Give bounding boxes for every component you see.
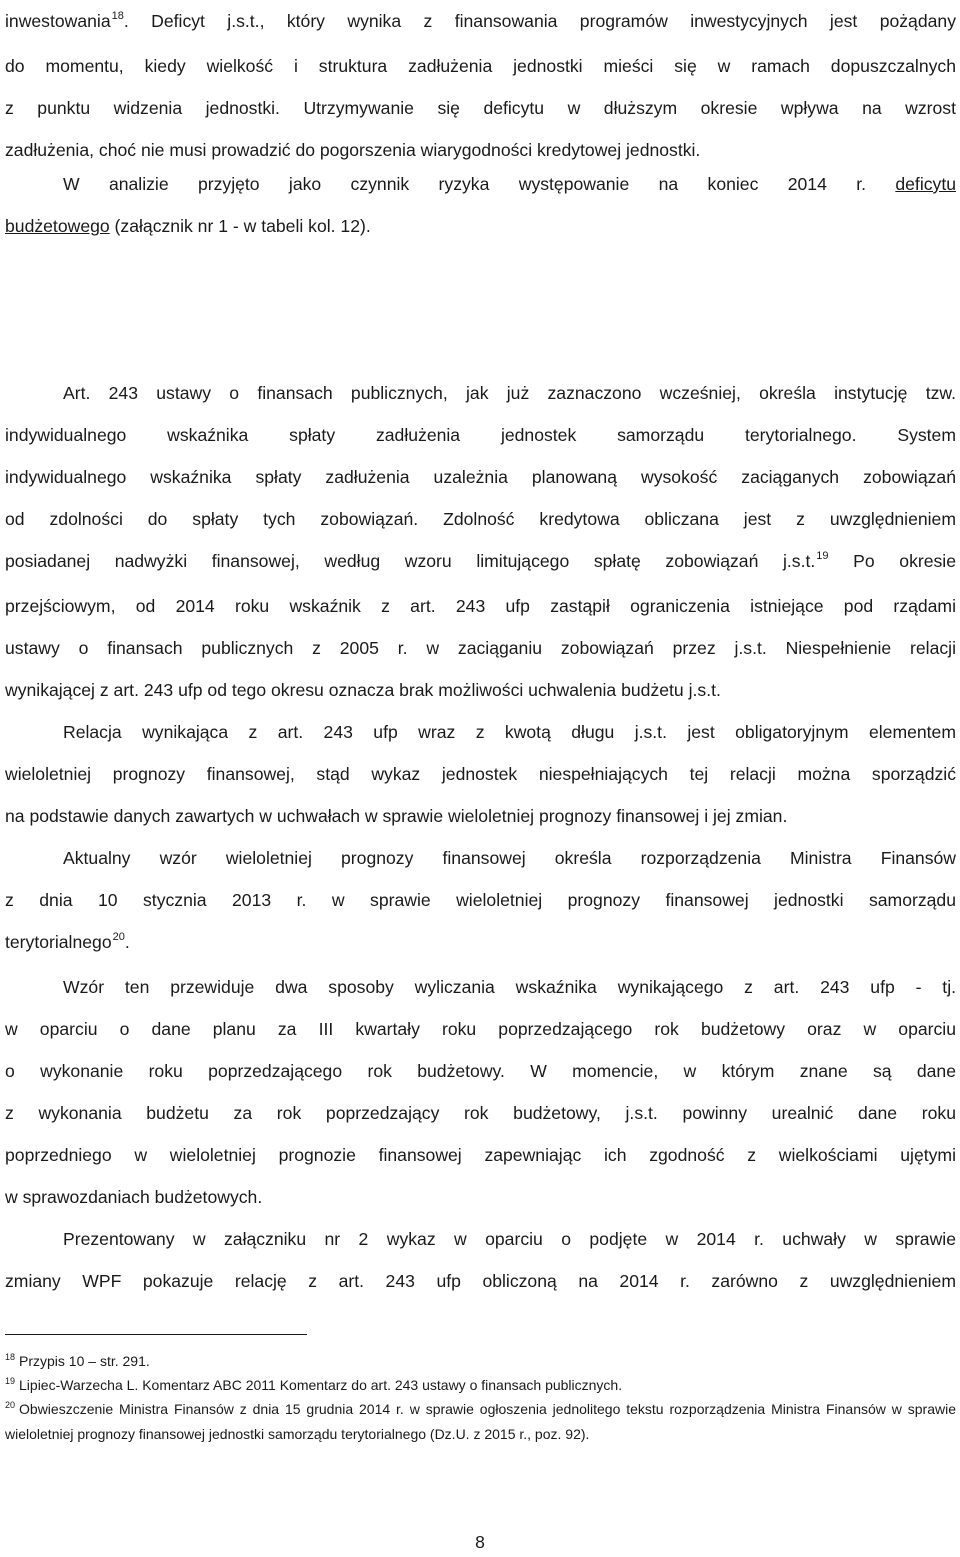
deficit-link[interactable]: deficytu: [895, 174, 956, 194]
footnote-19: $^{19}$ Lipiec-Warzecha L. Komentarz ABC 2011 Komentarz do art. 243 ustawy o finansach publicznych.: [5, 1376, 623, 1393]
footnote-20: $^{20}$ Obwieszczenie Ministra Finansów z dnia 15 grudnia 2014 r. w sprawie ogłoszenia jednolitego tekstu rozporządzenia Ministra Finansów w sprawie wieloletniej prognozy finansowej jednostki samorządu terytorialnego (Dz.U. z 2015 r., poz. 92).: [5, 1400, 956, 1442]
footnote-ref-20[interactable]: 20: [112, 931, 125, 943]
footnote-ref-19[interactable]: 19: [816, 550, 829, 562]
footnote-18: $^{18}$ Przypis 10 – str. 291.: [5, 1352, 150, 1369]
budget-link[interactable]: budżetowego: [5, 216, 110, 236]
page-number: 8: [475, 1532, 485, 1552]
paragraph-risk-factor: W analizie przyjęto jako czynnik ryzyka występowanie na koniec 2014 r. deficytu budżetowego (załącznik nr 1 - w tabeli kol. 12).: [5, 174, 956, 236]
paragraph-deficit: inwestowania$^{18}$. Deficyt j.s.t., który wynika z finansowania programów inwestycyjnych jest pożądany do momentu, kiedy wielkość i struktura zadłużenia jednostki mieści się w ramach dopuszczalnych z punktu widzenia jednostki. Utrzymywanie się deficytu w dłuższym okresie wpływa na wzrost zadłużenia, choć nie musi prowadzić do pogorszenia wiarygodności kredytowej jednostki.: [5, 10, 956, 160]
section-body: Art. 243 ustawy o finansach publicznych, jak już zaznaczono wcześniej, określa instytucję tzw. indywidualnego wskaźnika spłaty zadłużenia jednostek samorządu terytorialnego. System indywidualnego wskaźnika spłaty zadłużenia uzależnia planowaną wysokość zaciąganych zobowiązań od zdolności do spłaty tych zobowiązań. Zdolność kredytowa obliczana jest z uwzględnieniem posiadanej nadwyżki finansowej, według wzoru limitującego spłatę zobowiązań j.s.t.$^{19}$ Po okresie przejściowym, od 2014 roku wskaźnik z art. 243 ufp zastąpił ograniczenia istniejące pod rządami ustawy o finansach publicznych z 2005 r. w zaciąganiu zobowiązań przez j.s.t. Niespełnienie relacji wynikającej z art. 243 ufp od tego okresu oznacza brak możliwości uchwalenia budżetu j.s.t. Relacja wynikająca z art. 243 ufp wraz z kwotą długu j.s.t. jest obligatoryjnym elementem wieloletniej prognozy finansowej, stąd wykaz jednostek niespełniających tej relacji można sporządzić na podstawie danych zawartych w uchwałach w sprawie wieloletniej prognozy finansowej i jej zmian. Aktualny wzór wieloletniej prognozy finansowej określa rozporządzenia Ministra Finansów z dnia 10 stycznia 2013 r. w sprawie wieloletniej prognozy finansowej jednostki samorządu terytorialnego$^{20}$. Wzór ten przewiduje dwa sposoby wyliczania wskaźnika wynikającego z art. 243 ufp - tj. w oparciu o dane planu za III kwartały roku poprzedzającego rok budżetowy oraz w oparciu o wykonanie roku poprzedzającego rok budżetowy. W momencie, w którym znane są dane z wykonania budżetu za rok poprzedzający rok budżetowy, j.s.t. powinny urealnić dane roku poprzedniego w wieloletniej prognozie finansowej zapewniając ich zgodność z wielkościami ujętymi w sprawozdaniach budżetowych. Prezentowany w załączniku nr 2 wykaz w oparciu o podjęte w 2014 r. uchwały w sprawie zmiany WPF pokazuje relację z art. 243 ufp obliczoną na 2014 r. zarówno z uwzględnieniem: [5, 383, 956, 1291]
footnote-ref-18[interactable]: 18: [111, 10, 124, 22]
footnote-separator: [5, 1334, 307, 1335]
